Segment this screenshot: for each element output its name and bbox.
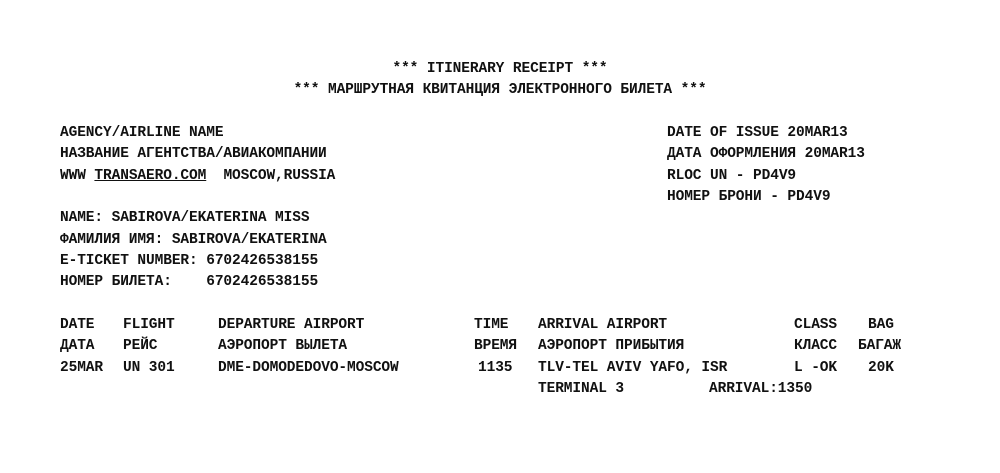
receipt-title-en: *** ITINERARY RECEIPT *** [392, 61, 608, 77]
header-date-ru: ДАТА [60, 338, 95, 354]
row-date: 25MAR [60, 360, 104, 376]
row-departure: DME-DOMODEDOVO-MOSCOW [218, 360, 399, 376]
ticket-number-en: E-TICKET NUMBER: 6702426538155 [60, 253, 319, 269]
header-flight-en: FLIGHT [123, 317, 175, 333]
agency-city: MOSCOW,RUSSIA [223, 168, 336, 184]
passenger-name-en: NAME: SABIROVA/EKATERINA MISS [60, 210, 310, 226]
arrival-time: ARRIVAL:1350 [709, 381, 813, 397]
header-departure-ru: АЭРОПОРТ ВЫЛЕТА [218, 338, 348, 354]
header-bag-en: BAG [868, 317, 894, 333]
www-prefix: WWW [60, 168, 86, 184]
row-time: 1135 [478, 360, 513, 376]
receipt-title-ru: *** МАРШРУТНАЯ КВИТАНЦИЯ ЭЛЕКТРОННОГО БИЛЕТА *** [293, 82, 707, 98]
terminal-info: TERMINAL 3 [538, 381, 625, 397]
rloc-ru: НОМЕР БРОНИ - PD4V9 [667, 189, 831, 205]
agency-label-en: AGENCY/AIRLINE NAME [60, 125, 224, 141]
header-class-en: CLASS [794, 317, 838, 333]
date-of-issue-en: DATE OF ISSUE 20MAR13 [667, 125, 848, 141]
agency-website-line [60, 166, 335, 186]
header-departure-en: DEPARTURE AIRPORT [218, 317, 365, 333]
row-flight: UN 301 [123, 360, 175, 376]
header-arrival-en: ARRIVAL AIRPORT [538, 317, 668, 333]
row-class: L -OK [794, 360, 838, 376]
ticket-number-ru: НОМЕР БИЛЕТА: 6702426538155 [60, 274, 319, 290]
header-time-ru: ВРЕМЯ [474, 338, 518, 354]
date-of-issue-ru: ДАТА ОФОРМЛЕНИЯ 20MAR13 [667, 146, 865, 162]
passenger-name-ru: ФАМИЛИЯ ИМЯ: SABIROVA/EKATERINA [60, 232, 327, 248]
header-arrival-ru: АЭРОПОРТ ПРИБЫТИЯ [538, 338, 685, 354]
agency-label-ru: НАЗВАНИЕ АГЕНТСТВА/АВИАКОМПАНИИ [60, 146, 327, 162]
header-time-en: TIME [474, 317, 509, 333]
row-bag: 20K [868, 360, 894, 376]
header-flight-ru: РЕЙС [123, 338, 158, 354]
header-class-ru: КЛАСС [794, 338, 838, 354]
header-date-en: DATE [60, 317, 95, 333]
header-bag-ru: БАГАЖ [858, 338, 902, 354]
row-arrival: TLV-TEL AVIV YAFO, ISR [538, 360, 728, 376]
agency-website-link[interactable]: TRANSAERO.COM [94, 168, 207, 184]
rloc-en: RLOC UN - PD4V9 [667, 168, 797, 184]
